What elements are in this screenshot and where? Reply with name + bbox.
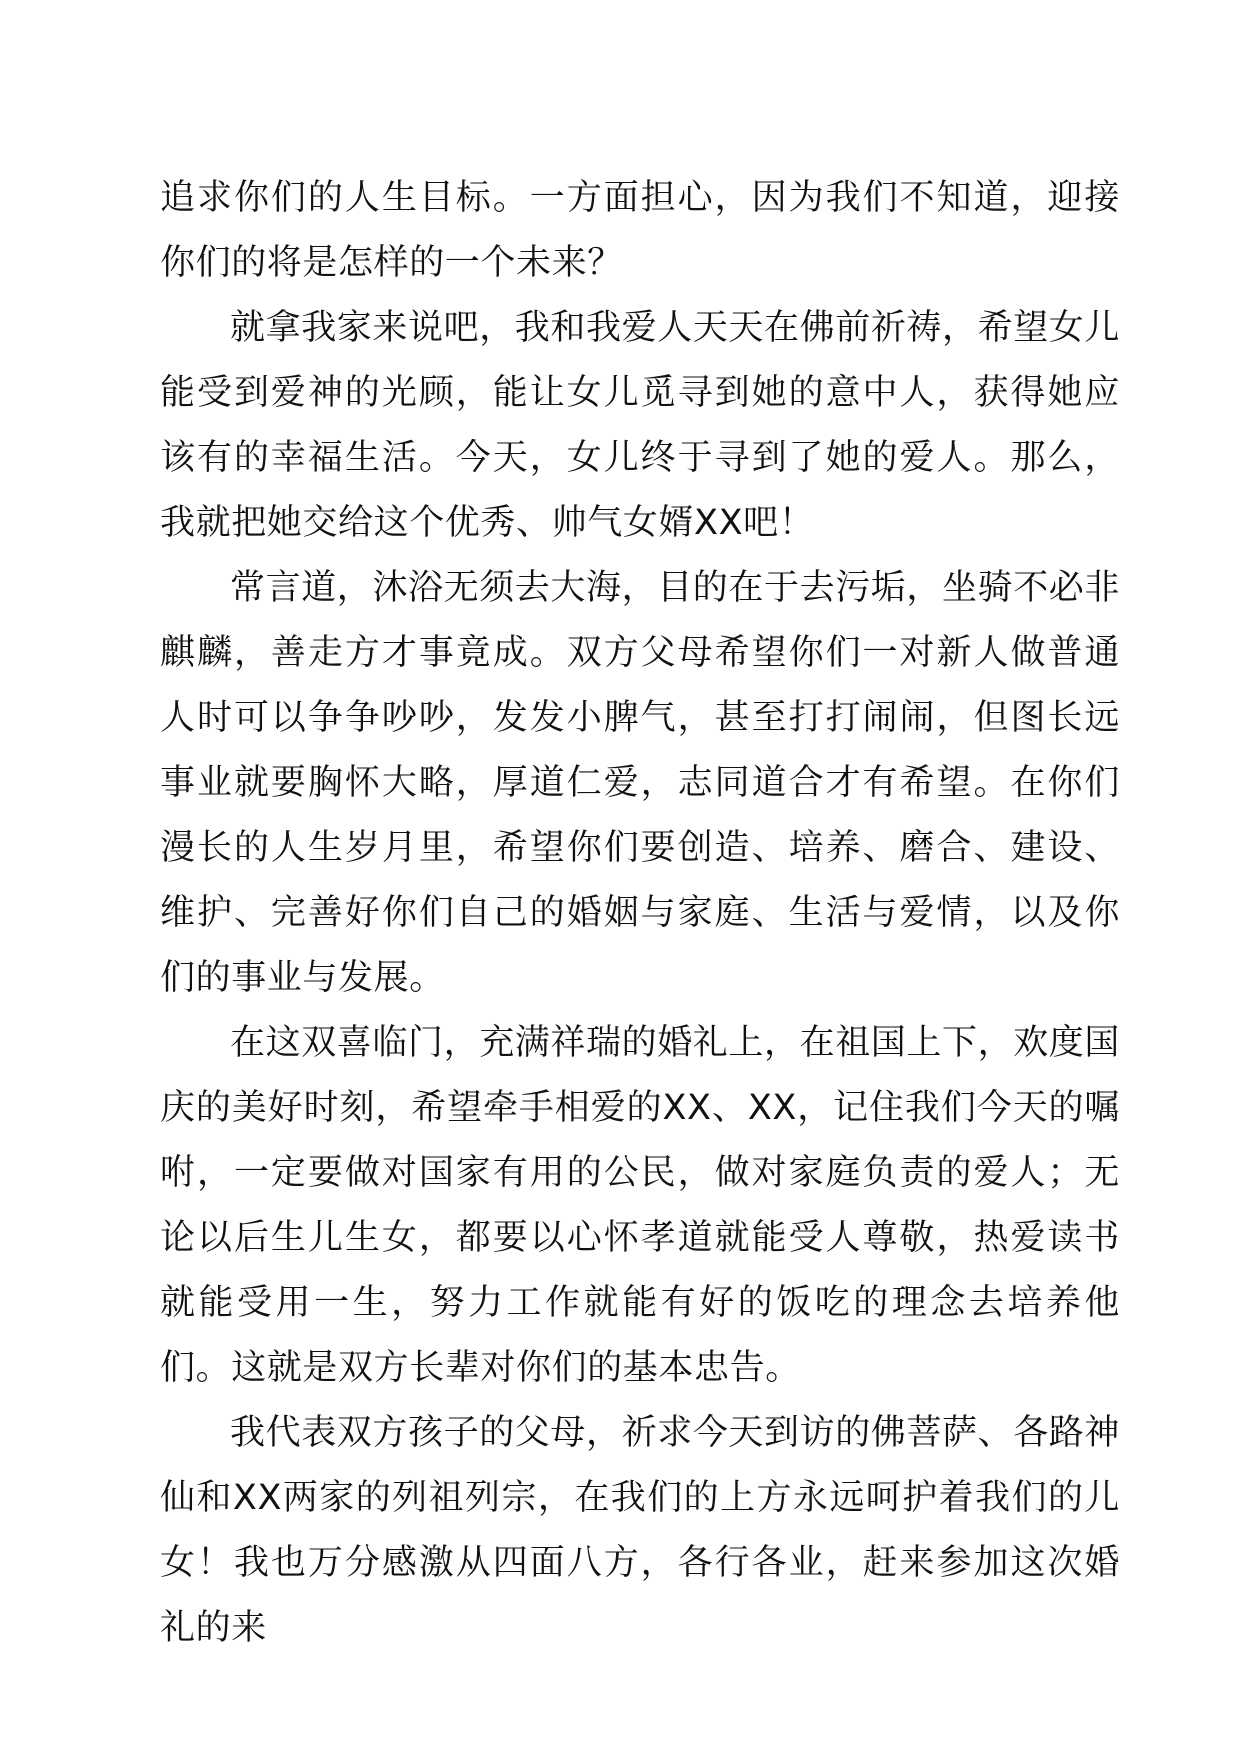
document-body (160, 166, 1120, 1661)
paragraph-5: 我代表双方孩子的父母，祈求今天到访的佛菩萨、各路神仙和XX两家的列祖列宗，在我们的上方永远呵护着我们的儿女！我也万分感激从四面八方，各行各业，赶来参加这次婚礼的来 (160, 1413, 1121, 1648)
paragraph-2: 就拿我家来说吧，我和我爱人天天在佛前祈祷，希望女儿能受到爱神的光顾，能让女儿觅寻到她的意中人，获得她应该有的幸福生活。今天，女儿终于寻到了她的爱人。那么，我就把她交给这个优秀、帅气女婿XX吧！ (160, 308, 1121, 543)
paragraph-3: 常言道，沐浴无须去大海，目的在于去污垢，坐骑不必非麒麟，善走方才事竟成。双方父母希望你们一对新人做普通人时可以争争吵吵，发发小脾气，甚至打打闹闹，但图长远事业就要胸怀大略，厚道仁爱，志同道合才有希望。在你们漫长的人生岁月里，希望你们要创造、培养、磨合、建设、维护、完善好你们自己的婚姻与家庭、生活与爱情，以及你们的事业与发展。 (160, 568, 1121, 998)
paragraph-1: 追求你们的人生目标。一方面担心，因为我们不知道，迎接你们的将是怎样的一个未来？ (160, 178, 1120, 283)
paragraph-4: 在这双喜临门，充满祥瑞的婚礼上，在祖国上下，欢度国庆的美好时刻，希望牵手相爱的XX、XX，记住我们今天的嘱咐，一定要做对国家有用的公民，做对家庭负责的爱人；无论以后生儿生女，都要以心怀孝道就能受人尊敬，热爱读书就能受用一生，努力工作就能有好的饭吃的理念去培养他们。这就是双方长辈对你们的基本忠告。 (160, 1023, 1121, 1388)
